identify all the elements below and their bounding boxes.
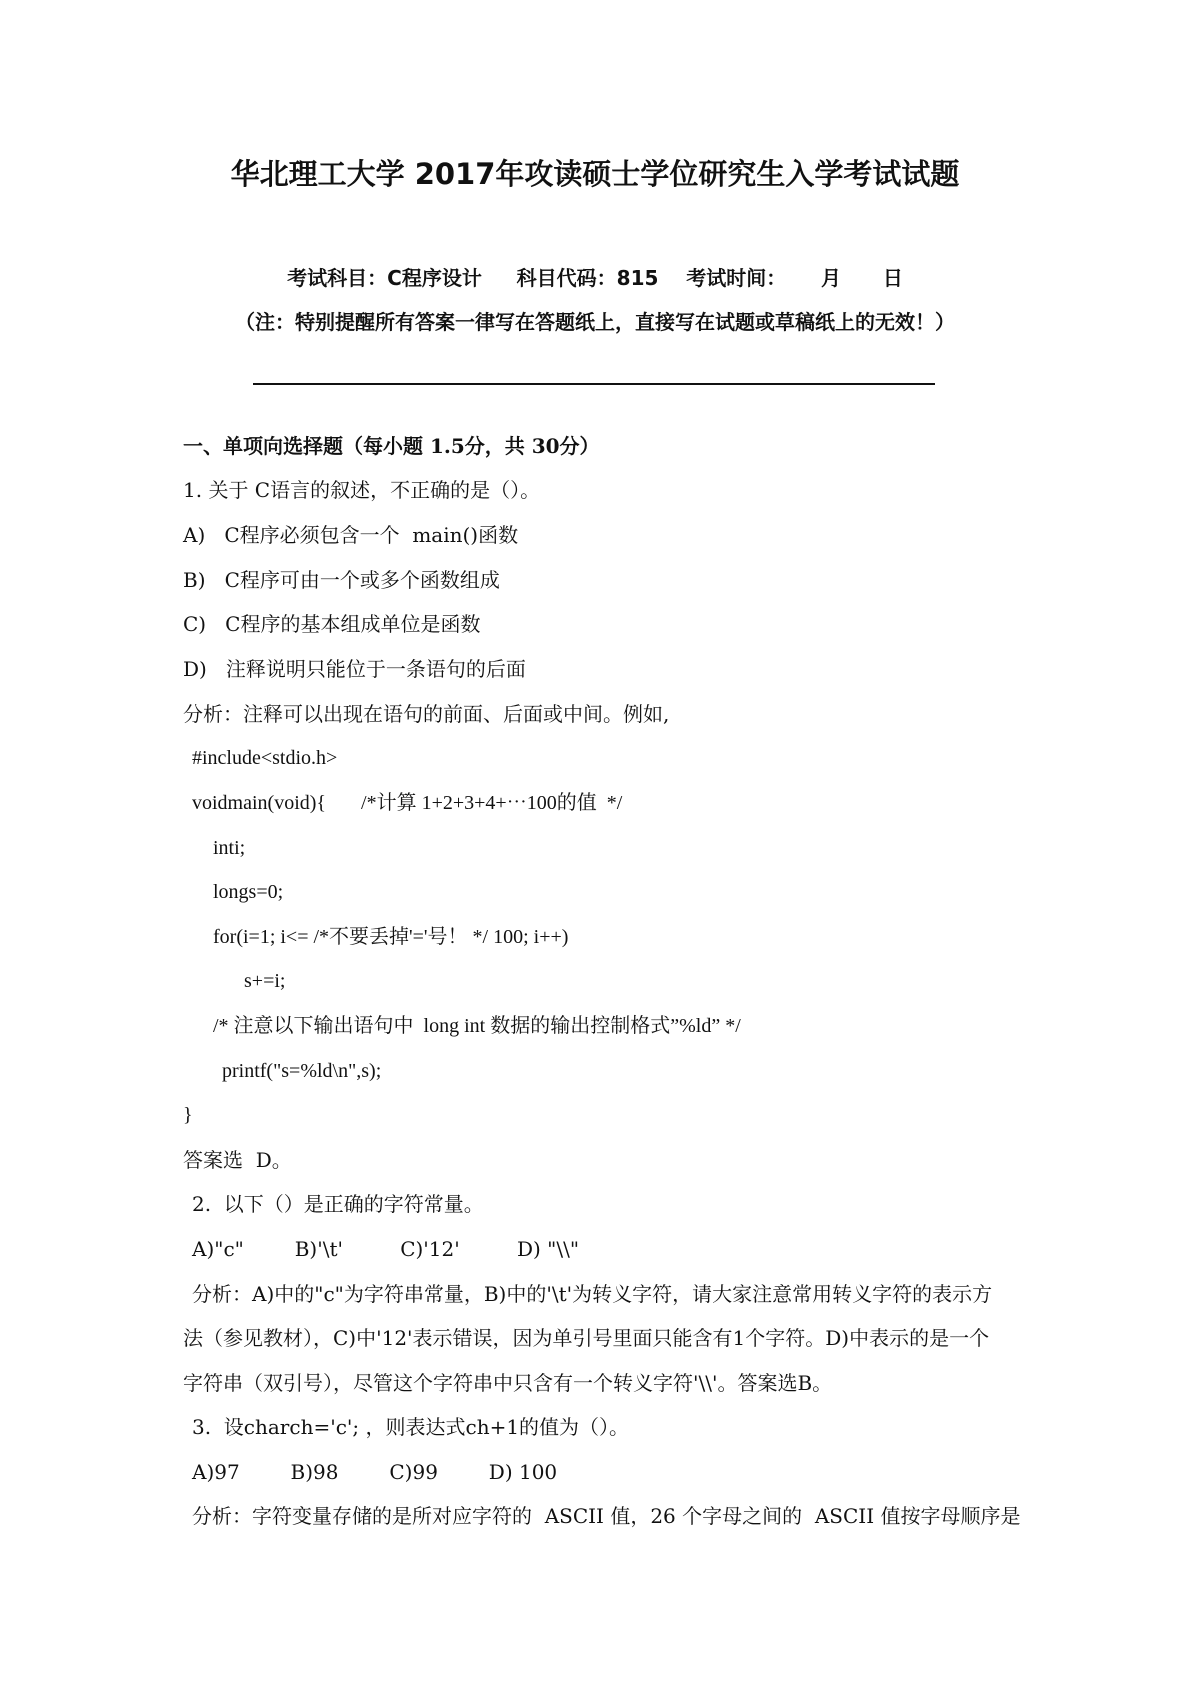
q2-stem: 2. 以下（）是正确的字符常量。 — [192, 1192, 484, 1216]
section-heading: 一、单项向选择题（每小题 1.5分，共 30分） — [183, 434, 600, 458]
q1-option-b: B) C程序可由一个或多个函数组成 — [183, 568, 500, 592]
q2-analysis: 字符串（双引号），尽管这个字符串中只含有一个转义字符'\\'。答案选B。 — [183, 1371, 833, 1395]
q1-answer: 答案选 D。 — [183, 1148, 292, 1172]
q1-option-a: A) C程序必须包含一个 main()函数 — [183, 523, 519, 547]
q3-stem: 3. 设charch='c'; ，则表达式ch+1的值为（）。 — [192, 1415, 630, 1439]
exam-info: 考试科目：C程序设计 科目代码：815 考试时间： 月 日 — [287, 266, 903, 290]
q2-analysis: 分析：A)中的"c"为字符串常量，B)中的'\t'为转义字符，请大家注意常用转义字符的表示方 — [192, 1282, 993, 1306]
code-line: /* 注意以下输出语句中 long int 数据的输出控制格式”%ld” */ — [213, 1015, 741, 1037]
divider — [253, 383, 935, 385]
q1-analysis: 分析：注释可以出现在语句的前面、后面或中间。例如, — [183, 702, 670, 726]
code-line: voidmain(void){ /*计算 1+2+3+4+⋯100的值 */ — [192, 792, 623, 814]
code-line: printf("s=%ld\n",s); — [222, 1060, 382, 1082]
q2-options: A)"c" B)'\t' C)'12' D) "\\" — [192, 1237, 580, 1261]
q3-options: A)97 B)98 C)99 D) 100 — [192, 1460, 558, 1484]
q1-stem: 1. 关于 C语言的叙述，不正确的是（）。 — [183, 478, 541, 502]
code-line: for(i=1; i<= /*不要丢掉'='号！ */ 100; i++) — [213, 926, 569, 948]
code-line: longs=0; — [213, 881, 284, 903]
q1-option-d: D) 注释说明只能位于一条语句的后面 — [183, 657, 526, 681]
code-line: } — [183, 1104, 193, 1126]
exam-note: （注：特别提醒所有答案一律写在答题纸上，直接写在试题或草稿纸上的无效！） — [235, 310, 955, 334]
code-line: inti; — [213, 837, 246, 859]
code-line: s+=i; — [244, 970, 286, 992]
q2-analysis: 法（参见教材），C)中'12'表示错误，因为单引号里面只能含有1个字符。D)中表示的是一个 — [183, 1326, 990, 1350]
exam-title: 华北理工大学 2017年攻读硕士学位研究生入学考试试题 — [230, 157, 960, 191]
code-line: #include<stdio.h> — [192, 747, 338, 769]
q3-analysis: 分析：字符变量存储的是所对应字符的 ASCII 值，26 个字母之间的 ASCII 值按字母顺序是 — [192, 1504, 1021, 1528]
q1-option-c: C) C程序的基本组成单位是函数 — [183, 612, 481, 636]
